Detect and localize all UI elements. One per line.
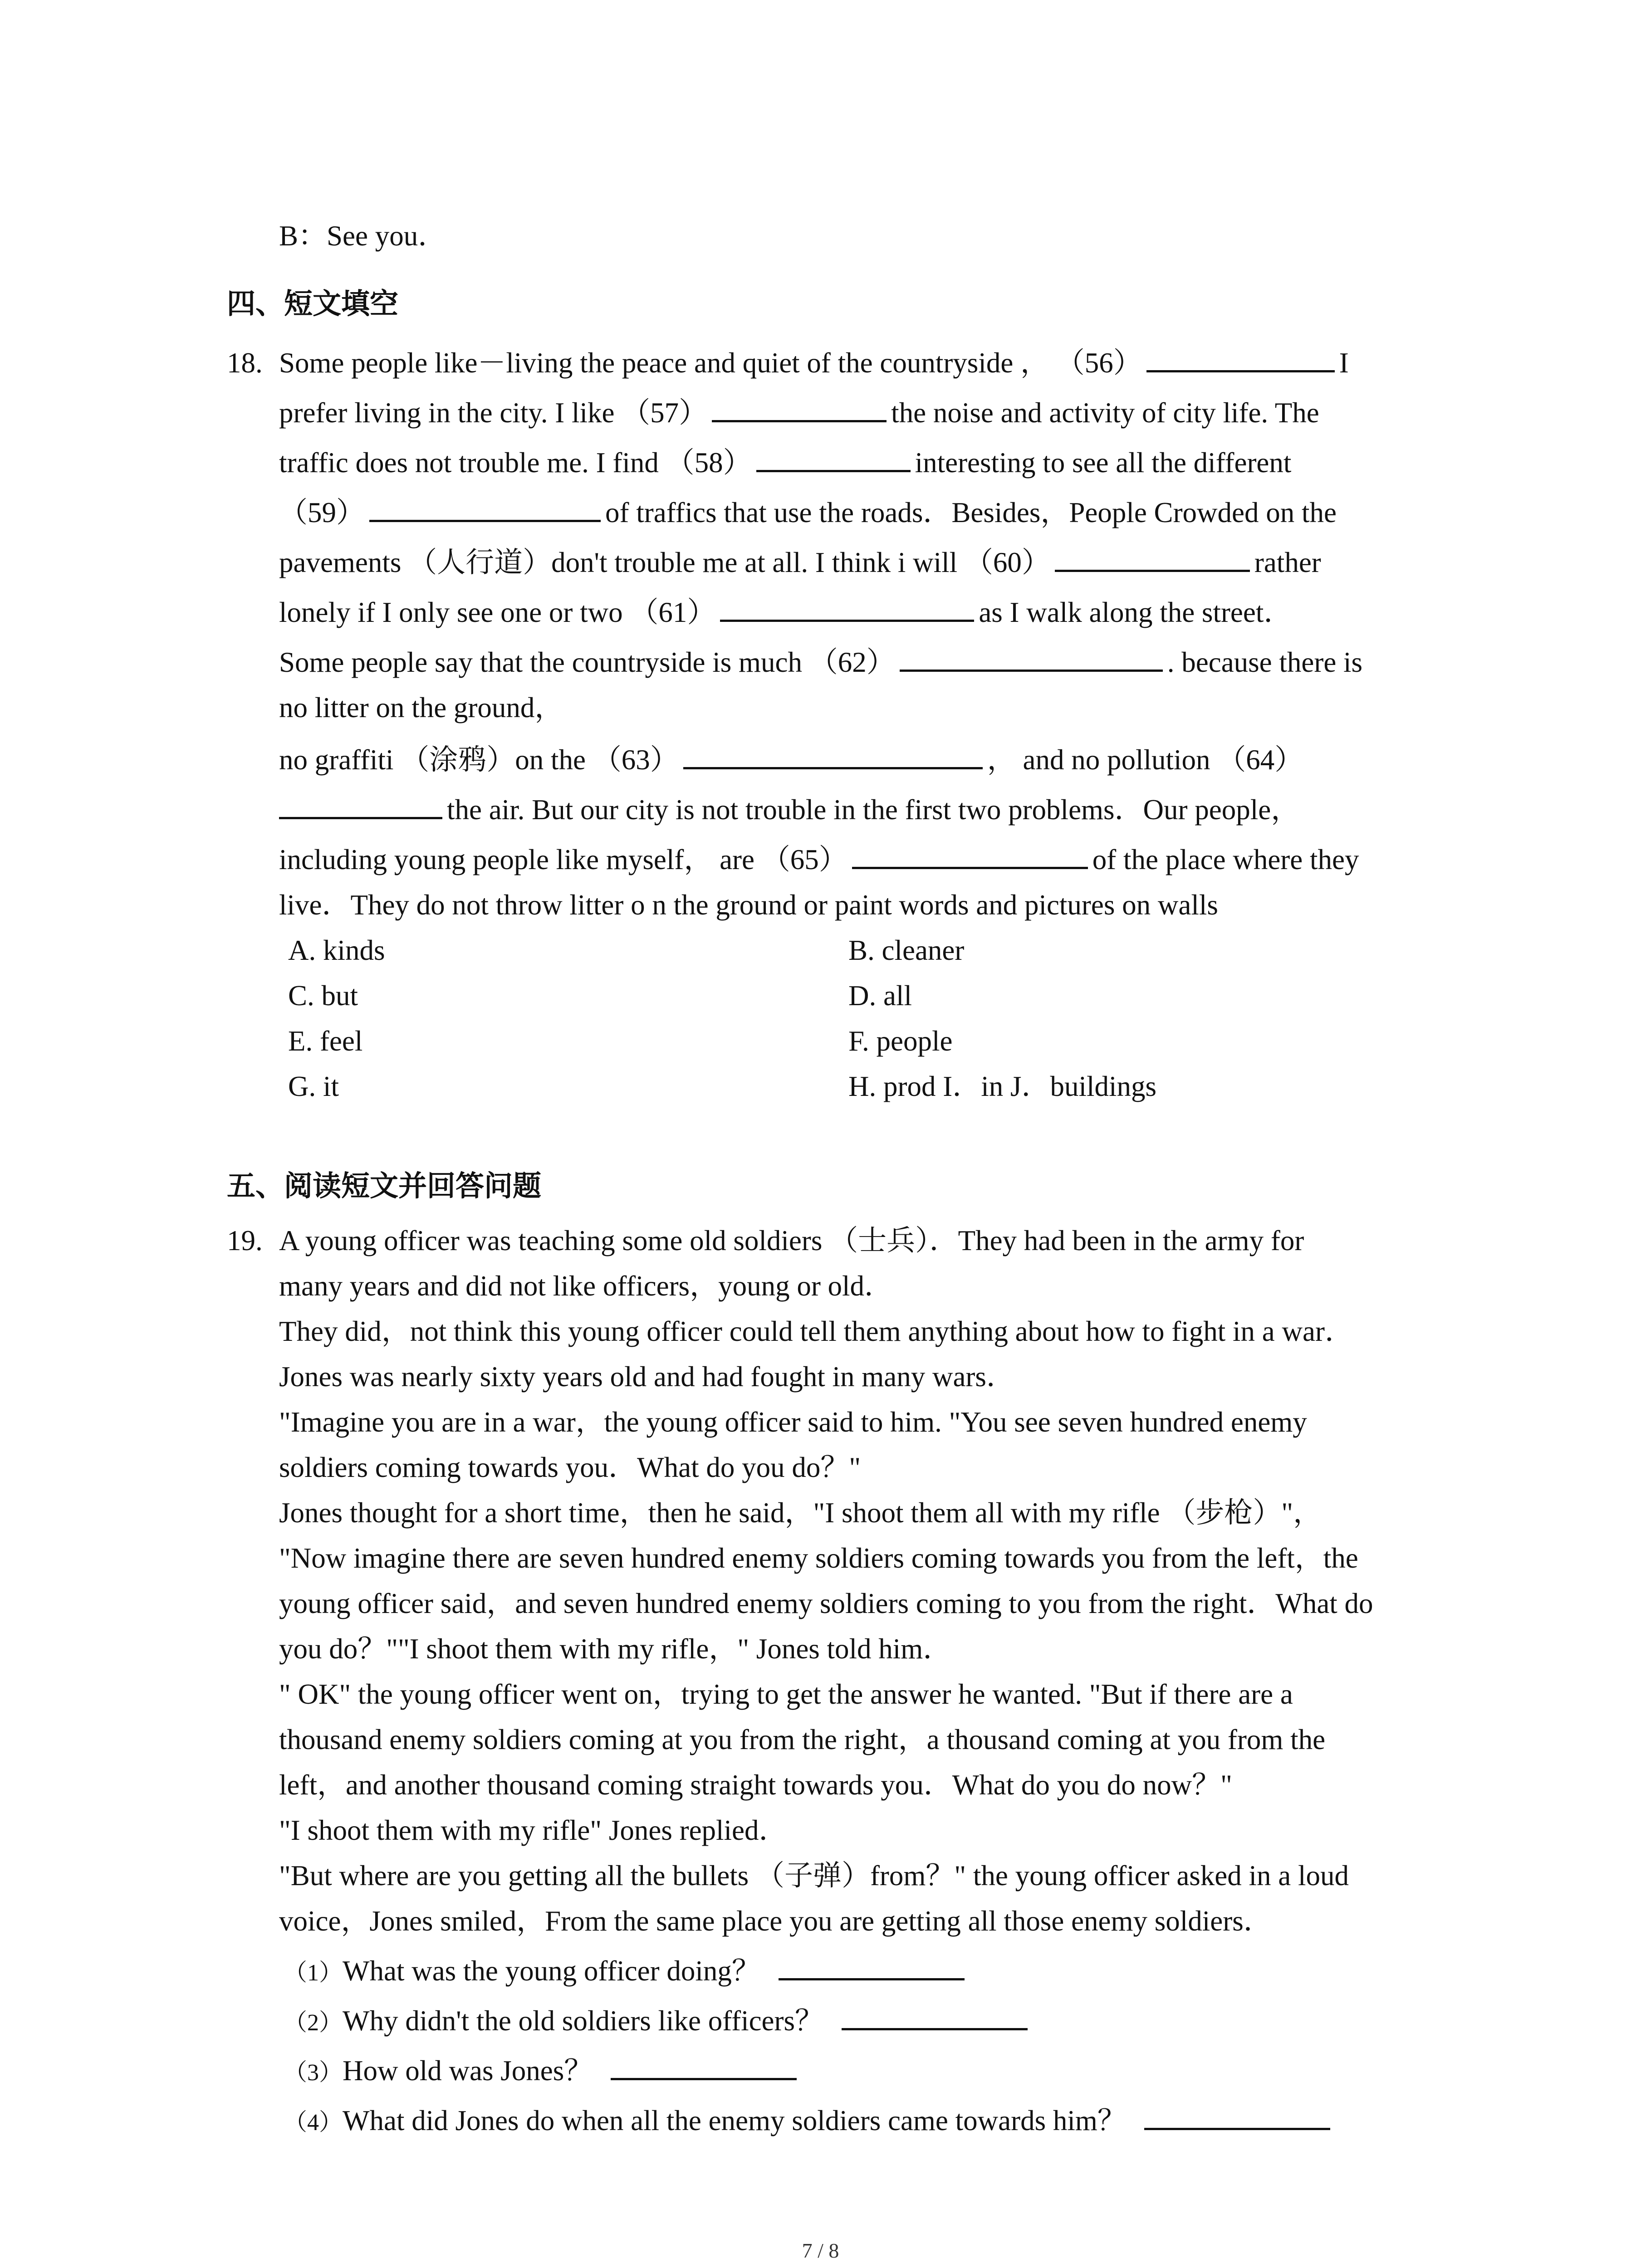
- reading-line: soldiers coming towards you．What do you do？": [279, 1452, 861, 1483]
- question-number: （4）: [284, 2110, 343, 2136]
- text-segment: live．They do not throw litter o n the ground or paint words and pictures on walls: [279, 889, 1218, 921]
- text-segment: （59）: [279, 497, 365, 528]
- text-segment: no litter on the ground，: [279, 692, 563, 723]
- option-h-i-j: H. prod I．in J．buildings: [848, 1070, 1157, 1102]
- reading-line: many years and did not like officers，young or old．: [279, 1270, 893, 1302]
- option-d: D. all: [848, 980, 912, 1012]
- option-b: B. cleaner: [848, 934, 965, 966]
- reading-line: "Now imagine there are seven hundred enemy soldiers coming towards you from the left，the: [279, 1542, 1358, 1574]
- comprehension-question-3: [284, 2053, 801, 2091]
- reading-line: Jones was nearly sixty years old and had fought in many wars．: [279, 1361, 1015, 1393]
- reading-line: They did，not think this young officer could tell them anything about how to fight in a war．: [279, 1315, 1353, 1347]
- option-e: E. feel: [288, 1025, 363, 1057]
- reading-line: young officer said，and seven hundred enemy soldiers coming to you from the right．What do: [279, 1588, 1373, 1619]
- passage-line-10: [279, 792, 1299, 828]
- question-19-number: 19.: [227, 1225, 263, 1256]
- reading-line: A young officer was teaching some old soldiers （士兵）．They had been in the army for: [279, 1225, 1304, 1256]
- question-number: （1）: [284, 1960, 343, 1986]
- answer-blank-56[interactable]: [1146, 347, 1335, 372]
- section-4-heading: 四、短文填空: [227, 288, 398, 320]
- passage-line-4: [279, 494, 1337, 531]
- passage-line-9: [279, 742, 1303, 778]
- section-5-heading: 五、阅读短文并回答问题: [227, 1170, 541, 1202]
- text-segment: I: [1339, 347, 1349, 379]
- answer-blank-58[interactable]: [756, 446, 911, 472]
- question-text: Why didn't the old soldiers like officers？: [343, 2005, 824, 2037]
- passage-line-3: [279, 445, 1291, 481]
- passage-line-1: [279, 345, 1349, 381]
- reading-line: you do？""I shoot them with my rifle，" Jones told him．: [279, 1633, 952, 1665]
- reading-line: " OK" the young officer went on，trying to get the answer he wanted. "But if there are a: [279, 1678, 1293, 1710]
- text-segment: lonely if I only see one or two （61）: [279, 596, 716, 628]
- text-segment: pavements （人行道）don't trouble me at all. I think i will （60）: [279, 547, 1050, 578]
- text-segment: the noise and activity of city life. The: [891, 397, 1319, 429]
- question-18-number: 18.: [227, 347, 263, 379]
- option-g: G. it: [288, 1070, 339, 1102]
- question-text: What did Jones do when all the enemy soldiers came towards him？: [343, 2105, 1126, 2136]
- passage-line-8: [279, 689, 563, 726]
- answer-blank-q3[interactable]: [611, 2054, 797, 2080]
- passage-line-11: [279, 841, 1359, 878]
- answer-blank-65[interactable]: [852, 843, 1088, 869]
- question-number: （3）: [284, 2060, 343, 2086]
- answer-blank-q4[interactable]: [1144, 2104, 1330, 2130]
- answer-blank-63[interactable]: [683, 743, 983, 769]
- passage-line-2: [279, 395, 1319, 431]
- text-segment: no graffiti （涂鸦）on the （63）: [279, 744, 679, 776]
- page-number: 7 / 8: [802, 2239, 839, 2262]
- text-segment: prefer living in the city. I like （57）: [279, 397, 708, 429]
- passage-line-12: [279, 887, 1218, 923]
- text-segment: rather: [1254, 547, 1321, 578]
- answer-blank-61[interactable]: [720, 596, 974, 622]
- passage-line-7: [279, 644, 1362, 680]
- text-segment: including young people like myself， are （65）: [279, 844, 847, 875]
- reading-line: "But where are you getting all the bullets （子弹）from？" the young officer asked in a loud: [279, 1860, 1349, 1892]
- reading-line: "Imagine you are in a war，the young officer said to him. "You see seven hundred enemy: [279, 1406, 1307, 1438]
- text-segment: Some people like－living the peace and quiet of the countryside ， （56）: [279, 347, 1142, 379]
- comprehension-question-1: [284, 1953, 969, 1991]
- question-text: How old was Jones？: [343, 2055, 593, 2087]
- reading-line: Jones thought for a short time，then he said，"I shoot them all with my rifle （步枪）"，: [279, 1497, 1322, 1529]
- text-segment: ， and no pollution （64）: [987, 744, 1303, 776]
- text-segment: interesting to see all the different: [915, 447, 1292, 479]
- question-text: What was the young officer doing？: [343, 1955, 760, 1987]
- passage-line-5: [279, 544, 1321, 581]
- text-segment: as I walk along the street．: [979, 596, 1293, 628]
- comprehension-question-2: [284, 2003, 1032, 2041]
- answer-blank-64[interactable]: [279, 793, 442, 819]
- comprehension-question-4: [284, 2102, 1335, 2141]
- answer-blank-60[interactable]: [1055, 546, 1250, 572]
- question-number: （2）: [284, 2010, 343, 2036]
- option-c: C. but: [288, 980, 358, 1012]
- answer-blank-57[interactable]: [712, 396, 887, 422]
- text-segment: traffic does not trouble me. I find （58）: [279, 447, 752, 479]
- reading-line: left，and another thousand coming straight towards you．What do you do now？": [279, 1769, 1232, 1801]
- answer-blank-59[interactable]: [369, 496, 601, 522]
- text-segment: . because there is: [1167, 646, 1363, 678]
- answer-blank-q2[interactable]: [842, 2004, 1028, 2030]
- answer-blank-62[interactable]: [900, 646, 1163, 672]
- reading-line: thousand enemy soldiers coming at you from the right，a thousand coming at you from the: [279, 1724, 1326, 1755]
- dialogue-line: B：See you．: [279, 220, 447, 252]
- text-segment: of traffics that use the roads．Besides，People Crowded on the: [605, 497, 1337, 528]
- option-a: A. kinds: [288, 934, 385, 966]
- passage-line-6: [279, 594, 1292, 631]
- option-f: F. people: [848, 1025, 953, 1057]
- text-segment: of the place where they: [1092, 844, 1359, 875]
- answer-blank-q1[interactable]: [779, 1955, 965, 1980]
- text-segment: Some people say that the countryside is much （62）: [279, 646, 895, 678]
- reading-line: voice，Jones smiled，From the same place you are getting all those enemy soldiers．: [279, 1905, 1272, 1937]
- text-segment: the air. But our city is not trouble in the first two problems．Our people，: [447, 794, 1300, 826]
- reading-line: "I shoot them with my rifle" Jones replied．: [279, 1814, 788, 1846]
